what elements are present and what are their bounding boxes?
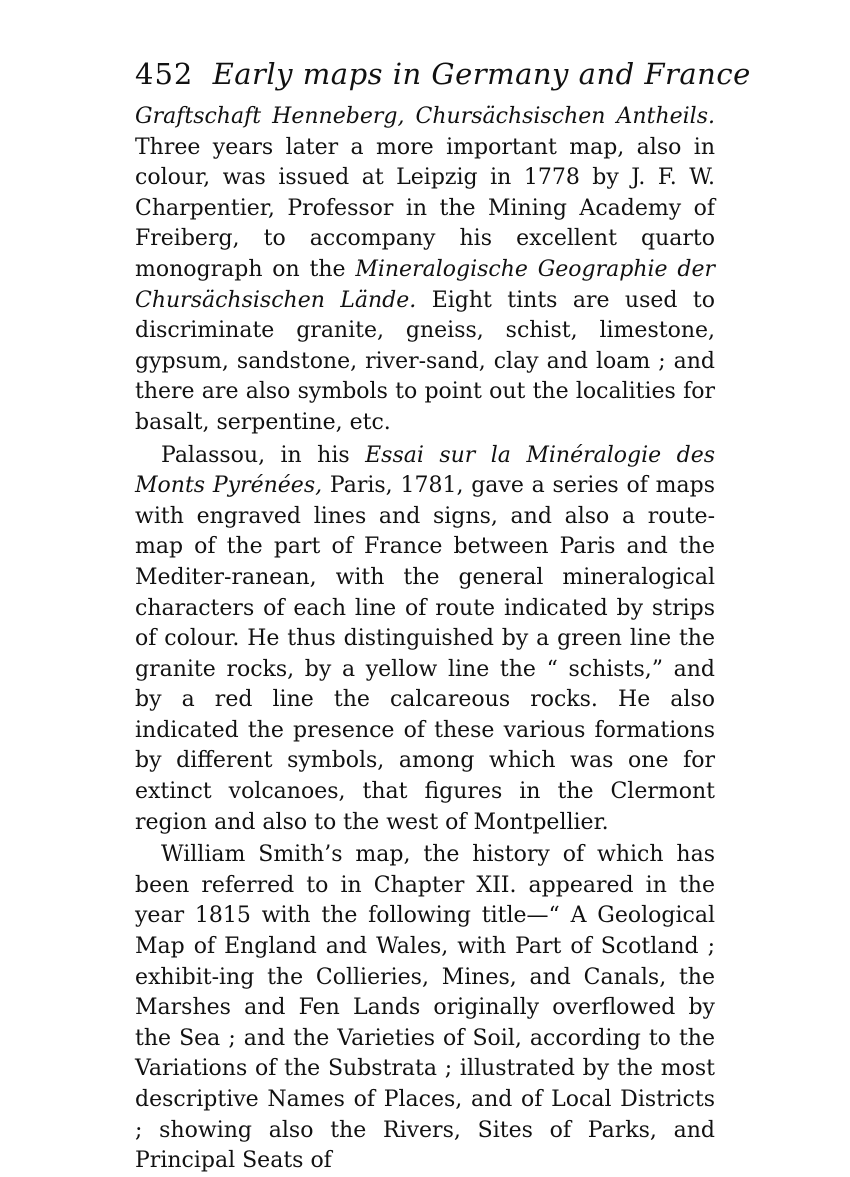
text-segment: Mineralogische Geographie der Chursächsischen Lände. [135, 256, 715, 313]
text-segment: Eight tints are used to discriminate granite, gneiss, schist, limestone, gypsum, sandstone, river-sand, clay and loam ; and there are also symbols to point out the localities for basalt, serpentine, etc. [135, 287, 715, 435]
text-segment: Paris, 1781, gave a series of maps with engraved lines and signs, and also a route-map of the part of France between Paris and the Mediter-ranean, with the general mineralogical characters of each line of route indicated by strips of colour. He thus distinguished by a green line the granite rocks, by a yellow line the “ schists,” and by a red line the calcareous rocks. He also indicated the presence of these various formations by different symbols, among which was one for extinct volcanoes, that figures in the Clermont region and also to the west of Montpellier. [135, 473, 716, 835]
book-page [135, 52, 751, 1177]
text-segment: William Smith’s map, the history of which has been referred to in Chapter XII. appeared in the year 1815 with the following title—“ A Geological Map of England and Wales, with Part of Scotland ; exhibit-ing the Collieries, Mines, and Canals, the Marshes and Fen Lands originally overflowed by the Sea ; and the Varieties of Soil, according to the Variations of the Substrata ; illustrated by the most descriptive Names of Places, and of Local Districts ; showing also the Rivers, Sites of Parks, and Principal Seats of [135, 842, 715, 1174]
text-segment: Essai sur la Minéralogie des Monts Pyrénées, [135, 442, 716, 499]
body-text [135, 102, 715, 1177]
text-segment: Three years later a more important map, also in colour, was issued at Leipzig in 1778 by J. F. W. Charpentier, Professor in the Mining Academy of Freiberg, to accompany his excellent quarto monograph on the [135, 134, 715, 282]
paragraph-3 [135, 840, 715, 1177]
text-segment: Palassou, in his [161, 442, 366, 468]
running-title: Early maps in Germany and France [212, 57, 751, 91]
paragraph-1 [135, 102, 715, 439]
running-head [135, 52, 751, 96]
text-segment: Graftschaft Henneberg, Chursächsischen Antheils. [135, 104, 715, 129]
paragraph-2 [135, 441, 715, 839]
page-number: 452 [135, 57, 194, 91]
